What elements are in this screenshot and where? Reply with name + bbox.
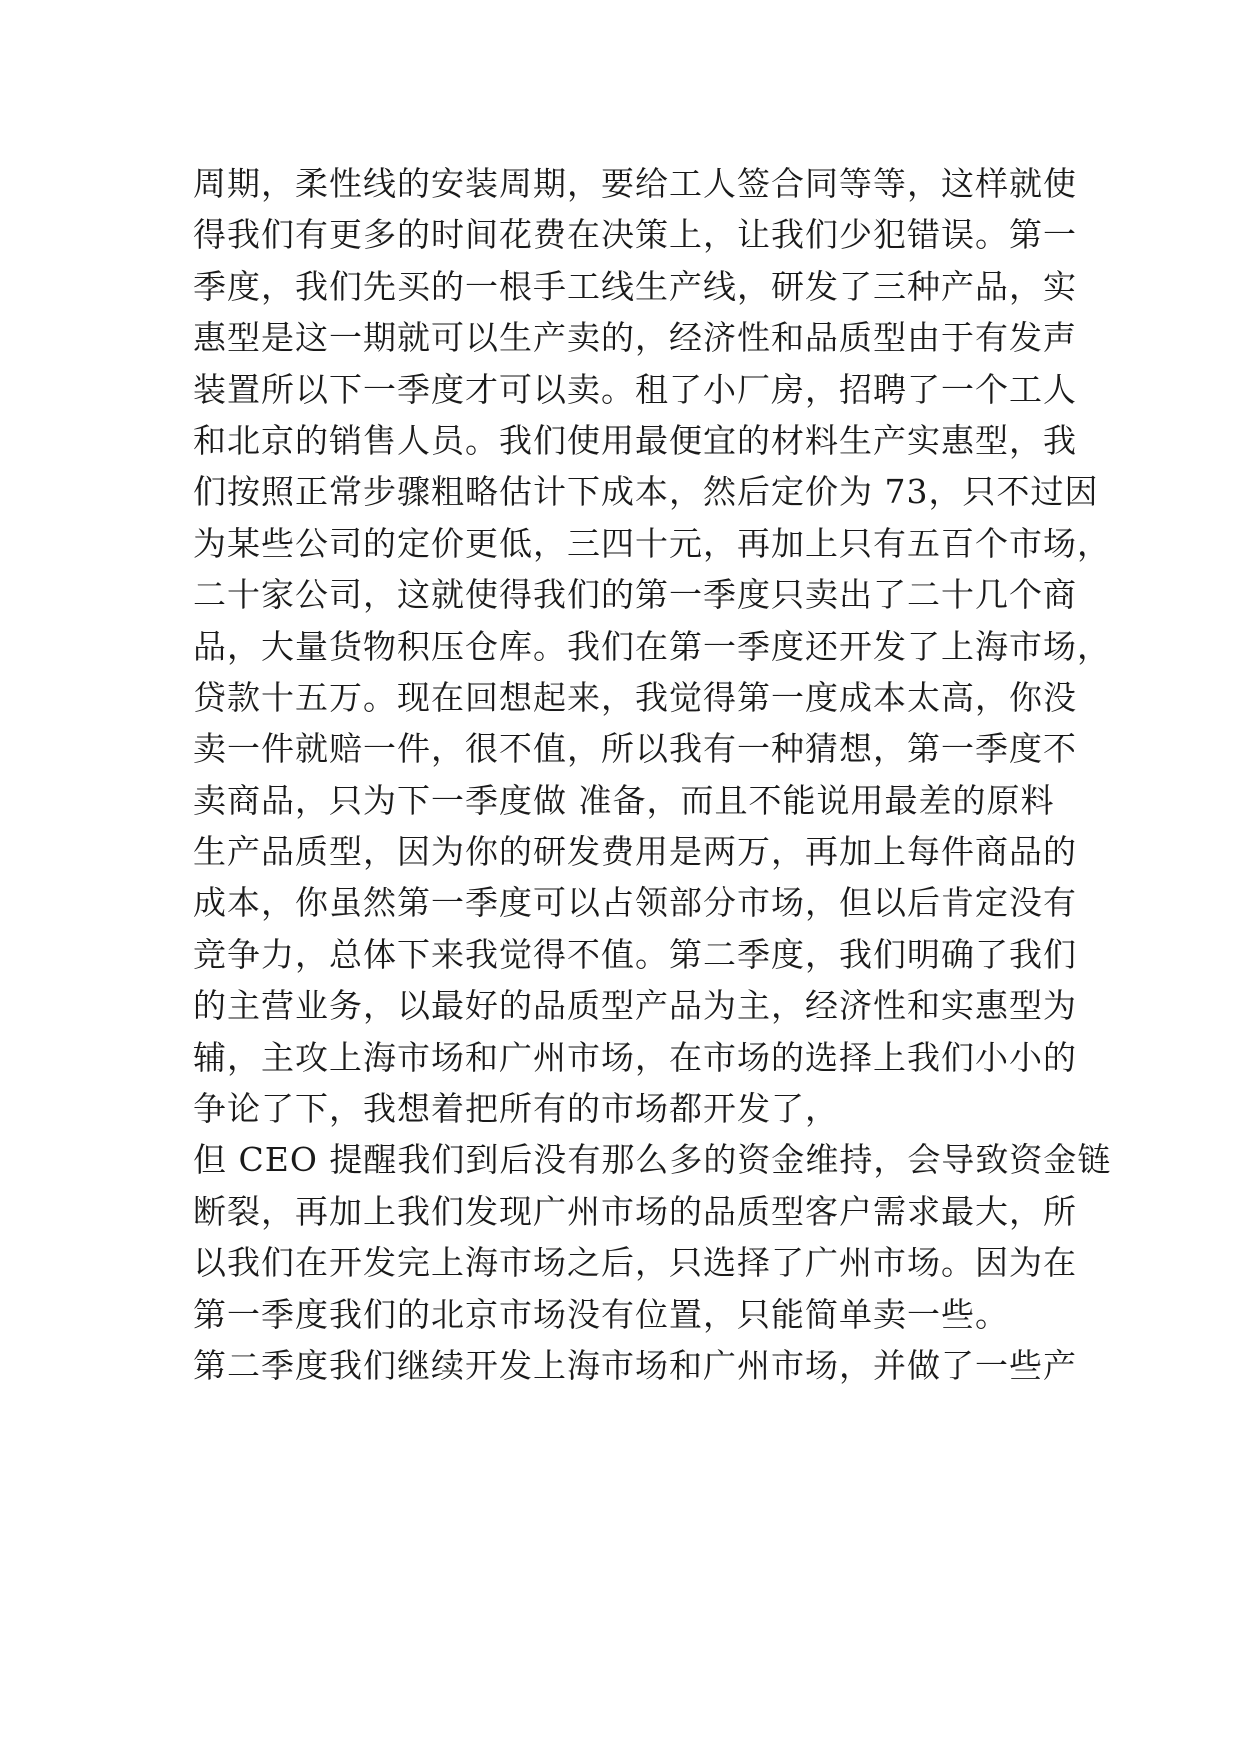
text-line: 贷款十五万。现在回想起来，我觉得第一度成本太高，你没 <box>193 677 1077 717</box>
text-line: 生产品质型，因为你的研发费用是两万，再加上每件商品的 <box>193 832 1077 872</box>
text-line: 卖商品，只为下一季度做 准备，而且不能说用最差的原料 <box>193 780 1055 820</box>
text-line: 第一季度我们的北京市场没有位置，只能简单卖一些。 <box>193 1294 1009 1334</box>
text-line: 第二季度我们继续开发上海市场和广州市场，并做了一些产 <box>193 1345 1077 1385</box>
text-line: 竞争力，总体下来我觉得不值。第二季度，我们明确了我们 <box>193 934 1077 974</box>
text-line: 卖一件就赔一件，很不值，所以我有一种猜想，第一季度不 <box>193 729 1077 769</box>
text-line: 们按照正常步骤粗略估计下成本，然后定价为 73，只不过因 <box>193 472 1099 512</box>
text-line: 品，大量货物积压仓库。我们在第一季度还开发了上海市场， <box>193 626 1111 666</box>
text-line: 的主营业务，以最好的品质型产品为主，经济性和实惠型为 <box>193 986 1077 1026</box>
text-line: 争论了下，我想着把所有的市场都开发了， <box>193 1089 839 1129</box>
text-line: 和北京的销售人员。我们使用最便宜的材料生产实惠型，我 <box>193 420 1077 460</box>
text-line: 辅，主攻上海市场和广州市场，在市场的选择上我们小小的 <box>193 1037 1077 1077</box>
text-line: 但 CEO 提醒我们到后没有那么多的资金维持，会导致资金链 <box>193 1140 1112 1180</box>
text-line: 以我们在开发完上海市场之后，只选择了广州市场。因为在 <box>193 1243 1077 1283</box>
text-line: 二十家公司，这就使得我们的第一季度只卖出了二十几个商 <box>193 575 1077 615</box>
text-line: 断裂，再加上我们发现广州市场的品质型客户需求最大，所 <box>193 1191 1077 1231</box>
body-text <box>193 158 1112 1391</box>
text-line: 成本，你虽然第一季度可以占领部分市场，但以后肯定没有 <box>193 883 1077 923</box>
text-line: 惠型是这一期就可以生产卖的，经济性和品质型由于有发声 <box>193 318 1077 358</box>
text-line: 季度，我们先买的一根手工线生产线，研发了三种产品，实 <box>193 266 1077 306</box>
text-line: 为某些公司的定价更低，三四十元，再加上只有五百个市场， <box>193 523 1111 563</box>
text-line: 周期，柔性线的安装周期，要给工人签合同等等，这样就使 <box>193 164 1077 203</box>
text-line: 得我们有更多的时间花费在决策上，让我们少犯错误。第一 <box>193 215 1077 255</box>
text-line: 装置所以下一季度才可以卖。租了小厂房，招聘了一个工人 <box>193 369 1077 409</box>
